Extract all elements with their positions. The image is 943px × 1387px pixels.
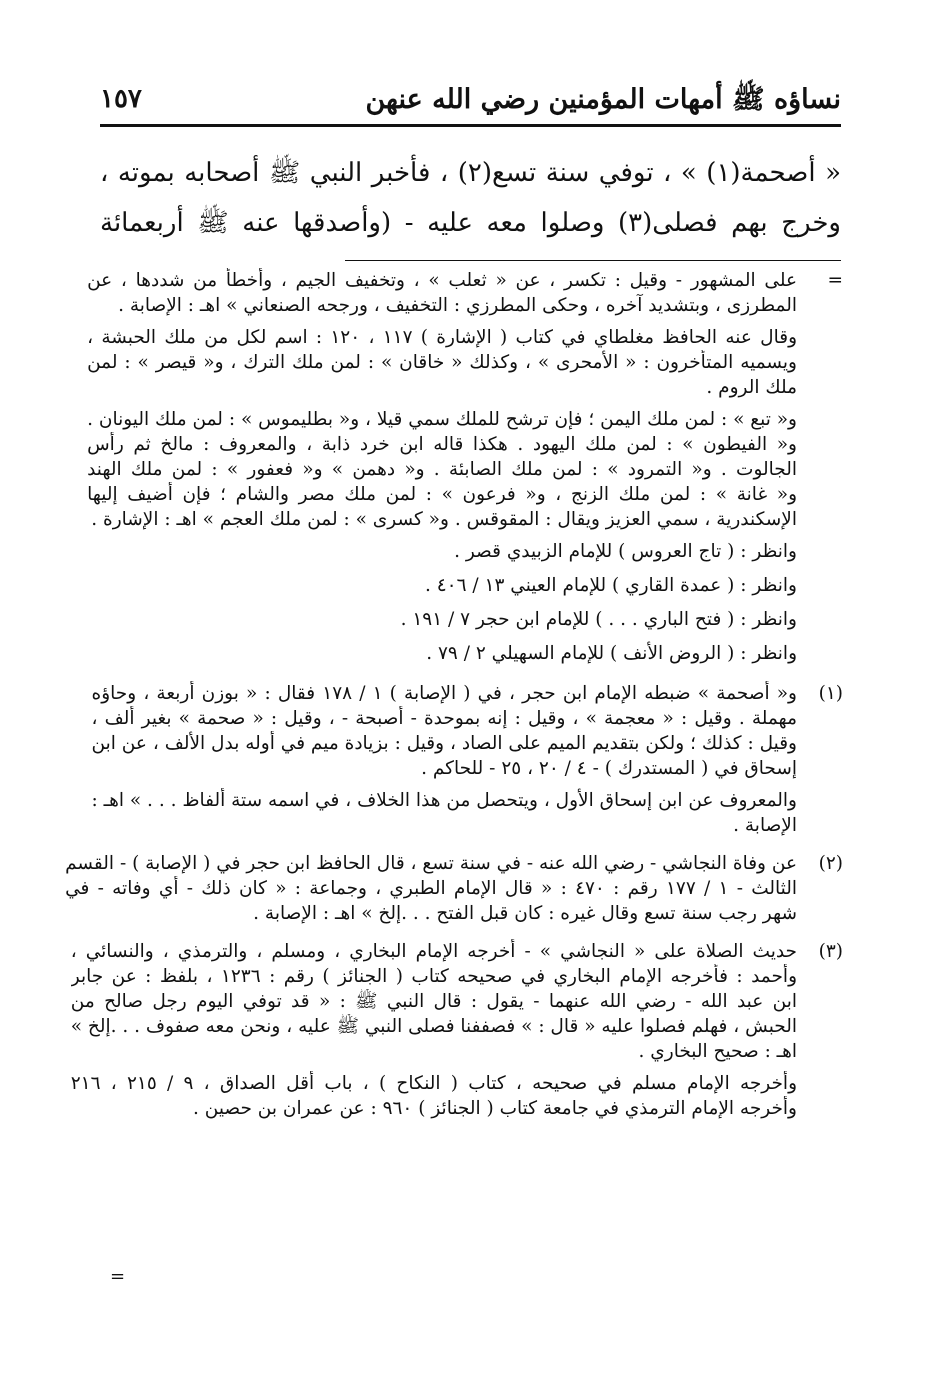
page-header [100,80,841,127]
footnote-line: إسحاق في ( المستدرك ) - ٤ / ٢٠ ، ٢٥ - للحاكم . [421,758,797,779]
footnote-line: و« غانة » : لمن ملك الزنج ، و« فرعون » : لمن ملك مصر والشام ؛ فإن أضيف إليها [87,484,797,505]
footnote-line: وقيل : كذلك ؛ ولكن بتقديم الميم على الصاد ، وقيل : بزيادة ميم في أوله بدل الألف ، عن ابن [91,733,797,754]
footnote-marker: (١) [818,683,843,704]
footnote-line: و« تبع » : لمن ملك اليمن ؛ فإن ترشح للملك سمي قيلا ، و« بطليموس » : لمن ملك اليونان . [87,409,797,430]
footnote-line: ملك الروم . [706,377,797,398]
footnote-line: عن وفاة النجاشي - رضي الله عنه - في سنة تسع ، قال الحافظ ابن حجر في ( الإصابة ) - القسم [65,853,797,874]
main-text-line: وخرج بهم فصلى(٣) وصلوا معه عليه - (وأصدقها عنه ﷺ أربعمائة [100,208,841,238]
footnote-line: اهـ : صحيح البخاري . [638,1041,797,1062]
footnote-line: على المشهور - وقيل : تكسر ، عن « ثعلب » ، وتخفيف الجيم ، وأخطأ من شددها ، عن [87,270,797,291]
footnote-reference: وانظر : ( فتح الباري . . . ) للإمام ابن حجر ٧ / ١٩١ . [400,609,797,630]
footnote-line: مهملة . وقيل : « معجمة » ، وقيل : إنه بموحدة - أصبحة - ، وقيل : « صحمة » بغير ألف ، [91,708,797,729]
footnote-body [71,939,797,1128]
footnote-line: وأخرجه الإمام الترمذي في جامعة كتاب ( الجنائز ) ٩٦٠ : عن عمران بن حصين . [193,1098,797,1119]
footnote-line: وأخرجه الإمام مسلم في صحيحه ، كتاب ( النكاح ) ، باب أقل الصداق ، ٩ / ٢١٥ ، ٢١٦ [70,1073,797,1094]
footnote-separator [345,260,841,261]
running-title: نساؤه ﷺ أمهات المؤمنين رضي الله عنهن [365,84,841,115]
footnote-marker: (٣) [818,941,843,962]
footnote-paragraph [71,939,797,1064]
footnote-paragraph [92,681,797,781]
footnote-line: المطرزى ، وبتشديد آخره ، وحكى المطرزي : التخفيف ، ورجحه الصنعاني » اهـ : الإصابة . [118,295,797,316]
footnote-paragraph [87,407,797,532]
footnote-line: ابن عبد الله - رضي الله عنهما - يقول : قال النبي ﷺ : « قد توفي اليوم رجل صالح من [70,991,797,1012]
footnote [91,681,843,845]
footnote-line: حديث الصلاة على « النجاشي » - أخرجه الإمام البخاري ، ومسلم ، والترمذي ، والنسائي ، [70,941,797,962]
footnote-body [87,268,797,675]
footnote-line: الحبش ، فهلم فصلوا عليه « قال : » فصففنا فصلى النبي ﷺ عليه ، ونحن معه صفوف . . .إلخ » [70,1016,797,1037]
footnote-line: وأحمد : فأخرجه الإمام البخاري في صحيحه كتاب ( الجنائز ) رقم : ١٢٣٦ ، بلفظ : عن جابر [70,966,797,987]
footnote-reference: وانظر : ( تاج العروس ) للإمام الزبيدي قصر . [454,541,797,562]
footnote-paragraph [92,788,797,838]
footnote-line: الإسكندرية ، سمي العزيز ويقال : المقوقس . و« كسرى » : لمن ملك العجم » اهـ : الإشارة . [91,509,797,530]
footnote-line: الثالث - ١ / ١٧٧ رقم : ٤٧٠ : « قال الإمام الطبري ، وجماعة : « كان ذلك - أي وفاته - في [65,878,797,899]
footnote-marker: (٢) [818,853,843,874]
footnote-line: و« الفيطون » : لمن ملك اليهود . هكذا قاله ابن خرد ذابة ، والمعروف : مالخ ثم رأس [87,434,797,455]
footnote-line: والمعروف عن ابن إسحاق الأول ، ويتحصل من هذا الخلاف ، في اسمه ستة ألفاظ . . . » اهـ : [91,790,797,811]
page-number: ١٥٧ [100,84,142,114]
footnote [65,851,843,933]
footnote-line: ويسميه المتأخرون : « الأمحرى » ، وكذلك « خاقان » : لمن ملك الترك ، و« قيصر » : لمن [87,352,797,373]
footnote [87,268,843,675]
main-text-line: « أصحمة(١) » ، توفي سنة تسع(٢) ، فأخبر النبي ﷺ أصحابه بموته ، [100,158,841,188]
footnote-paragraph [65,851,797,926]
footnote-marker: = [827,270,843,291]
footnote-paragraph [87,325,797,400]
footnotes [65,268,843,1134]
footnote-body [65,851,797,933]
main-text [100,148,841,248]
footnote-line: وقال عنه الحافظ مغلطاي في كتاب ( الإشارة ) ١١٧ ، ١٢٠ : اسم لكل من ملك الحبشة ، [87,327,797,348]
footnote [70,939,843,1128]
continuation-mark: = [110,1266,126,1287]
footnote-line: و« أصحمة » ضبطه الإمام ابن حجر ، في ( الإصابة ) ١ / ١٧٨ فقال : « بوزن أربعة ، وحاؤه [91,683,797,704]
footnote-paragraph [87,268,797,318]
footnote-line: شهر رجب سنة تسع وقال غيره : كان قبل الفتح . . .إلخ » اهـ : الإصابة . [253,903,797,924]
footnote-line: الإصابة . [733,815,797,836]
footnote-reference: وانظر : ( عمدة القاري ) للإمام العيني ١٣ / ٤٠٦ . [424,575,797,596]
footnote-paragraph [71,1071,797,1121]
footnote-line: الجالوت . و« التمرود » : لمن ملك الصابئة . و« دهمن » و« فعفور » : لمن ملك الهند [87,459,797,480]
footnote-body [92,681,797,845]
footnote-reference: وانظر : ( الروض الأنف ) للإمام السهيلي ٢ / ٧٩ . [426,643,797,664]
